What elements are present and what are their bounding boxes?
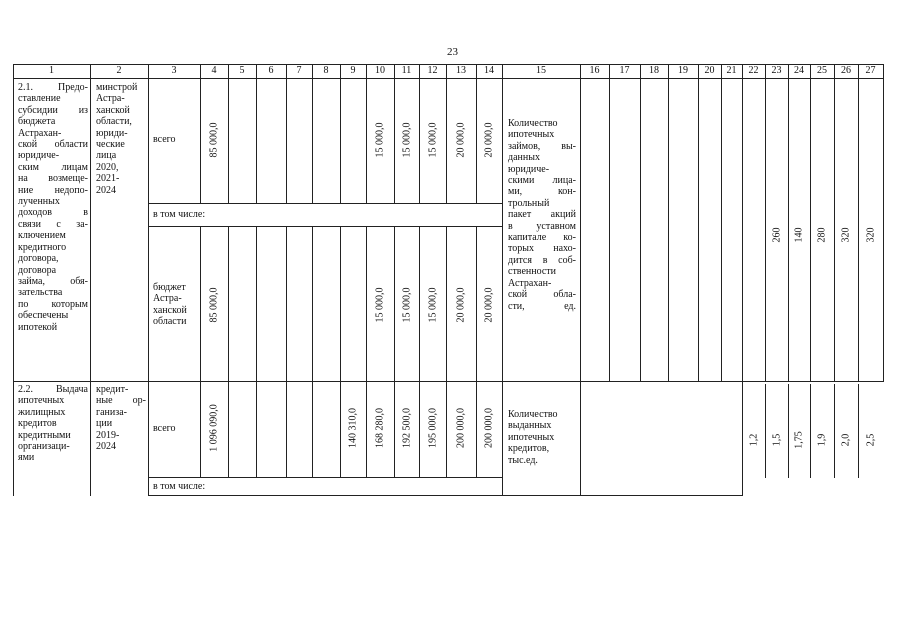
col-rule-5-6-a xyxy=(256,64,257,204)
column-header-16: 16 xyxy=(589,65,600,76)
col-rule-6-7-c xyxy=(286,381,287,478)
column-header-10: 10 xyxy=(375,65,385,76)
row2-total-value-col13: 200 000,0 xyxy=(455,408,467,448)
row2-total-value-col4: 1 096 090,0 xyxy=(208,404,220,452)
table-right-border xyxy=(883,64,884,382)
row1-budget-value-col10: 15 000,0 xyxy=(374,287,386,323)
col-rule-2-3 xyxy=(148,64,149,496)
col-rule-24-25 xyxy=(810,64,811,382)
column-header-18: 18 xyxy=(649,65,659,76)
col-rule-1-2 xyxy=(90,64,91,496)
column-header-4: 4 xyxy=(211,65,217,76)
col-rule-12-13-a xyxy=(446,64,447,204)
row1-total-value-col13: 20 000,0 xyxy=(455,122,467,158)
row1-total-value-col4: 85 000,0 xyxy=(208,122,220,158)
col-rule-13-14-c xyxy=(476,381,477,478)
col-rule-10-11-a xyxy=(394,64,395,204)
col-rule-5-6-c xyxy=(256,381,257,478)
row-separator xyxy=(13,381,883,382)
col-rule-7-8-b xyxy=(312,226,313,382)
column-header-19: 19 xyxy=(678,65,688,76)
col-rule-24-25-row2 xyxy=(810,384,811,478)
source-budget-2-1-text: бюджет Астра- ханской области xyxy=(153,282,187,328)
row2-incl-top-line xyxy=(148,477,502,478)
col-rule-23-24 xyxy=(788,64,789,382)
col-rule-11-12-c xyxy=(419,381,420,478)
col-rule-10-11-b xyxy=(394,226,395,382)
row1-target-value-col25: 280 xyxy=(816,227,828,243)
row2-target-value-col24: 1,75 xyxy=(793,431,805,449)
page-number: 23 xyxy=(447,46,458,58)
including-2-2: в том числе: xyxy=(153,481,206,492)
row1-budget-value-col14: 20 000,0 xyxy=(483,287,495,323)
column-header-26: 26 xyxy=(841,65,851,76)
column-header-20: 20 xyxy=(704,65,715,76)
col-rule-3-4-a xyxy=(200,64,201,204)
header-bottom-border xyxy=(13,78,883,79)
column-header-22: 22 xyxy=(748,65,759,76)
column-header-3: 3 xyxy=(171,65,177,76)
column-header-5: 5 xyxy=(239,65,245,76)
table-left-border xyxy=(13,64,14,496)
row1-total-value-col12: 15 000,0 xyxy=(427,122,438,158)
column-header-8: 8 xyxy=(323,65,329,76)
row1-incl-bottom-line xyxy=(148,226,502,227)
col-rule-9-10-b xyxy=(366,226,367,382)
col-rule-4-5-c xyxy=(228,381,229,478)
source-total-2-2: всего xyxy=(153,423,176,434)
row2-total-value-col12: 195 000,0 xyxy=(427,408,438,448)
col-rule-16-17 xyxy=(609,64,610,382)
row1-target-value-col23: 260 xyxy=(771,227,782,243)
column-header-2: 2 xyxy=(116,65,122,76)
row1-total-value-col10: 15 000,0 xyxy=(374,122,386,158)
col-rule-12-13-c xyxy=(446,381,447,478)
row1-budget-value-col4: 85 000,0 xyxy=(208,287,220,323)
executor-2-2-text: кредит- ные ор- ганиза- ции 2019- 2024 xyxy=(96,384,146,453)
col-rule-6-7-a xyxy=(286,64,287,204)
row2-target-value-col27: 2,5 xyxy=(865,433,876,447)
col-rule-8-9-b xyxy=(340,226,341,382)
row2-total-value-col9: 140 310,0 xyxy=(347,408,359,448)
column-header-12: 12 xyxy=(427,65,438,76)
col-rule-13-14-b xyxy=(476,226,477,382)
column-header-27: 27 xyxy=(865,65,876,76)
row1-budget-value-col12: 15 000,0 xyxy=(427,287,438,323)
col-rule-14-15 xyxy=(502,64,503,496)
row1-budget-value-col11: 15 000,0 xyxy=(401,287,412,323)
col-rule-19-20 xyxy=(698,64,699,382)
col-rule-10-11-c xyxy=(394,381,395,478)
row2-total-value-col10: 168 280,0 xyxy=(374,408,386,448)
column-header-11: 11 xyxy=(401,65,412,76)
col-rule-17-18 xyxy=(640,64,641,382)
row1-total-value-col14: 20 000,0 xyxy=(483,122,495,158)
column-header-13: 13 xyxy=(456,65,466,76)
col-rule-23-24-row2 xyxy=(788,384,789,478)
col-rule-11-12-a xyxy=(419,64,420,204)
row2-bottom-line-left xyxy=(148,495,502,496)
col-rule-7-8-a xyxy=(312,64,313,204)
col-rule-5-6-b xyxy=(256,226,257,382)
row1-target-value-col24: 140 xyxy=(793,227,805,243)
row1-target-value-col26: 320 xyxy=(840,227,852,243)
indicator-2-2-text: Количество выданных ипотечных кредитов, тыс.ед. xyxy=(508,409,558,466)
measure-2-2-text: 2.2. Выдача ипотечных жилищных кредитов кредитными организаци- ями xyxy=(18,384,88,464)
column-header-21: 21 xyxy=(726,65,737,76)
column-header-23: 23 xyxy=(771,65,782,76)
row1-total-value-col11: 15 000,0 xyxy=(401,122,412,158)
col-rule-21-22 xyxy=(742,64,743,496)
column-header-14: 14 xyxy=(484,65,494,76)
col-rule-25-26-row2 xyxy=(834,384,835,478)
indicator-2-1-text: Количество ипотечных займов, вы- данных юридиче- скими лица- ми, кон- трольный пакет акций в уставном капитале ко- торых нахо- дится в соб- ственности Астрахан- ской обла- сти, ед. xyxy=(508,118,576,312)
col-rule-8-9-c xyxy=(340,381,341,478)
col-rule-4-5-a xyxy=(228,64,229,204)
including-2-1: в том числе: xyxy=(153,209,206,220)
column-header-9: 9 xyxy=(350,65,356,76)
row2-target-value-col22: 1,2 xyxy=(748,433,759,447)
col-rule-18-19 xyxy=(668,64,669,382)
col-rule-20-21 xyxy=(721,64,722,382)
column-header-6: 6 xyxy=(268,65,274,76)
col-rule-9-10-c xyxy=(366,381,367,478)
row2-bottom-line-right xyxy=(502,495,742,496)
column-header-17: 17 xyxy=(619,65,630,76)
col-rule-26-27-row2 xyxy=(858,384,859,478)
row2-target-value-col25: 1,9 xyxy=(816,433,828,447)
executor-2-1-text: минстрой Астра- ханской области, юриди- ческие лица 2020, 2021- 2024 xyxy=(96,82,138,196)
row1-target-value-col27: 320 xyxy=(865,227,876,243)
column-header-15: 15 xyxy=(536,65,546,76)
row2-target-value-col23: 1,5 xyxy=(771,433,782,447)
col-rule-15-16 xyxy=(580,64,581,496)
col-rule-7-8-c xyxy=(312,381,313,478)
measure-2-1-text: 2.1. Предо- ставление субсидии из бюджета Астрахан- ской области юридиче- ским лицам на возмеще- ние недопо- лученных доходов в связи с за- ключением кредитного договора, договора займа, обя- зательства по которым обеспечены ипотекой xyxy=(18,82,88,333)
source-total-2-1: всего xyxy=(153,134,176,145)
col-rule-9-10-a xyxy=(366,64,367,204)
col-rule-4-5-b xyxy=(228,226,229,382)
col-rule-13-14-a xyxy=(476,64,477,204)
col-rule-11-12-b xyxy=(419,226,420,382)
col-rule-8-9-a xyxy=(340,64,341,204)
column-header-25: 25 xyxy=(817,65,827,76)
col-rule-22-23-row2 xyxy=(765,384,766,478)
row1-budget-value-col13: 20 000,0 xyxy=(455,287,467,323)
col-rule-26-27 xyxy=(858,64,859,382)
column-header-1: 1 xyxy=(49,65,54,76)
col-rule-3-4-c xyxy=(200,381,201,478)
column-header-7: 7 xyxy=(296,65,302,76)
col-rule-12-13-b xyxy=(446,226,447,382)
row1-incl-top-line xyxy=(148,203,502,204)
column-header-24: 24 xyxy=(794,65,804,76)
col-rule-22-23 xyxy=(765,64,766,382)
row2-target-value-col26: 2,0 xyxy=(840,433,852,447)
row2-total-value-col14: 200 000,0 xyxy=(483,408,495,448)
col-rule-25-26 xyxy=(834,64,835,382)
row2-total-value-col11: 192 500,0 xyxy=(401,408,412,448)
col-rule-6-7-b xyxy=(286,226,287,382)
